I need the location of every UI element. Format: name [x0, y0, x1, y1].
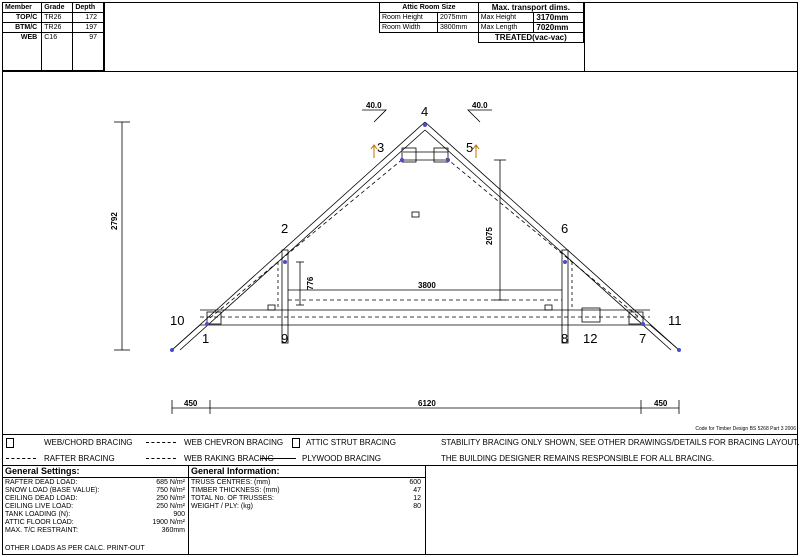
node-label: 4 — [421, 104, 429, 119]
settings-divider — [2, 465, 798, 466]
grade-header: Grade — [42, 3, 73, 13]
node-label: 5 — [466, 140, 474, 155]
setting-row: SNOW LOAD (BASE VALUE): 750 N/m² — [5, 487, 185, 494]
attic-room-title: Attic Room Size — [380, 3, 479, 13]
settings-vline-1 — [188, 465, 189, 555]
bracing-note-2: THE BUILDING DESIGNER REMAINS RESPONSIBLE FOR ALL BRACING. — [441, 454, 715, 463]
setting-row: TANK LOADING (N): 900 — [5, 511, 185, 518]
node-label: 2 — [281, 221, 289, 236]
room-transport-table — [379, 2, 584, 43]
setting-row: ATTIC FLOOR LOAD: 1900 N/m² — [5, 519, 185, 526]
node-label: 11 — [668, 313, 682, 328]
dim-wall: 776 — [306, 276, 315, 290]
node-label: 10 — [170, 313, 185, 328]
header-vline-right — [584, 2, 585, 72]
max-length-label: Max Length — [478, 23, 534, 33]
plywood-line-icon — [260, 458, 296, 459]
code-note: Code for Timber Design BS 5268 Part 3 2006 — [695, 426, 796, 432]
settings-title-underline — [2, 477, 425, 478]
room-width-value: 3800mm — [437, 23, 478, 33]
dim-room-width: 3800 — [418, 281, 436, 290]
max-height-label: Max Height — [478, 13, 534, 23]
node-label: 8 — [561, 331, 569, 346]
room-width-label: Room Width — [380, 23, 438, 33]
grade-cell: C16 — [42, 33, 73, 71]
node-label: 6 — [561, 221, 569, 236]
legend-web-raking: WEB RAKING BRACING — [146, 454, 274, 463]
treated-label: TREATED(vac-vac) — [478, 33, 583, 43]
right-rafter-top — [425, 122, 679, 350]
legend-attic-strut: ATTIC STRUT BRACING — [292, 438, 396, 448]
depth-header: Depth — [73, 3, 104, 13]
legend-web-chord: WEB/CHORD BRACING — [6, 438, 132, 448]
legend-rafter: RAFTER BRACING — [6, 454, 115, 463]
dim-overhang-left: 450 — [184, 399, 198, 408]
depth-cell: 97 — [73, 33, 104, 71]
dim-height: 2792 — [110, 212, 119, 230]
depth-cell: 197 — [73, 23, 104, 33]
general-settings-title: General Settings: — [5, 466, 80, 476]
settings-footer: OTHER LOADS AS PER CALC. PRINT-OUT — [5, 545, 145, 552]
raking-line-icon — [146, 458, 176, 459]
bracing-note-1: STABILITY BRACING ONLY SHOWN, SEE OTHER DRAWINGS/DETAILS FOR BRACING LAYOUT. — [441, 438, 800, 447]
pitch-right: 40.0 — [472, 101, 488, 110]
general-information-title: General Information: — [191, 466, 280, 476]
legend-plywood: PLYWOOD BRACING — [260, 454, 381, 463]
attic-strut-icon — [292, 438, 300, 448]
setting-row: RAFTER DEAD LOAD: 685 N/m² — [5, 479, 185, 486]
legend-divider — [2, 434, 798, 435]
truss-diagram — [0, 72, 800, 434]
depth-cell: 172 — [73, 13, 104, 23]
dim-overhang-right: 450 — [654, 399, 668, 408]
legend-web-chevron: WEB CHEVRON BRACING — [146, 438, 283, 447]
dim-room-height: 2075 — [485, 227, 494, 245]
chevron-line-icon — [146, 442, 176, 443]
setting-row: MAX. T/C RESTRAINT: 360mm — [5, 527, 185, 534]
member-header: Member — [3, 3, 42, 13]
room-height-value: 2075mm — [437, 13, 478, 23]
setting-row: CEILING DEAD LOAD: 250 N/m² — [5, 495, 185, 502]
node-label: 3 — [377, 140, 385, 155]
web-chord-icon — [6, 438, 14, 448]
setting-row: CEILING LIVE LOAD: 250 N/m² — [5, 503, 185, 510]
max-height-value: 3170mm — [534, 13, 584, 23]
info-row: TOTAL No. OF TRUSSES: 12 — [191, 495, 421, 502]
info-row: WEIGHT / PLY: (kg) 80 — [191, 503, 421, 510]
grade-cell: TR26 — [42, 13, 73, 23]
pitch-left: 40.0 — [366, 101, 382, 110]
member-cell: TOP/C — [3, 13, 42, 23]
rafter-line-icon — [6, 458, 36, 459]
node-label: 12 — [583, 331, 598, 346]
transport-title: Max. transport dims. — [478, 3, 583, 13]
member-cell: WEB — [3, 33, 42, 71]
grade-cell: TR26 — [42, 23, 73, 33]
member-table — [2, 2, 104, 71]
node-label: 1 — [202, 331, 210, 346]
info-row: TRUSS CENTRES: (mm) 600 — [191, 479, 421, 486]
node-label: 7 — [639, 331, 647, 346]
room-height-label: Room Height — [380, 13, 438, 23]
node-label: 9 — [281, 331, 289, 346]
settings-vline-2 — [425, 465, 426, 555]
member-cell: BTM/C — [3, 23, 42, 33]
dim-span: 6120 — [418, 399, 436, 408]
left-rafter-top — [172, 122, 425, 350]
info-row: TIMBER THICKNESS: (mm) 47 — [191, 487, 421, 494]
max-length-value: 7020mm — [534, 23, 584, 33]
header-vline-left — [104, 2, 105, 72]
